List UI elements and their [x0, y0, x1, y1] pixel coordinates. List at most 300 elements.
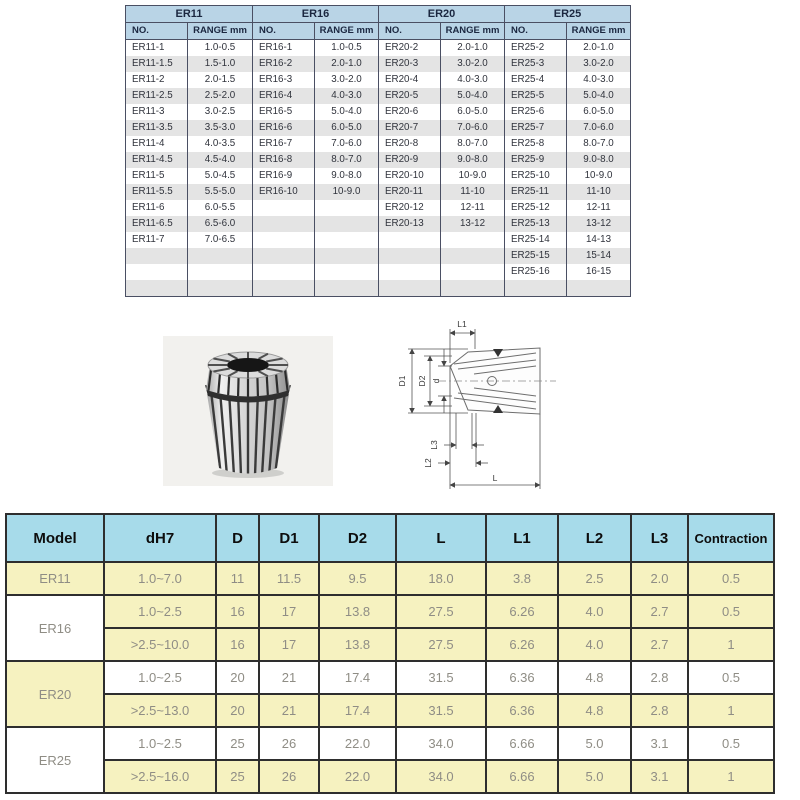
dim-label-D2: D2: [417, 375, 427, 387]
collet-no-cell: [253, 200, 315, 216]
collet-no-cell: ER16-2: [253, 56, 315, 72]
collet-no-cell: [379, 248, 441, 264]
collet-no-cell: ER16-6: [253, 120, 315, 136]
range-mm-cell: 6.0-5.5: [204, 202, 236, 213]
range-mm-cell: 10-9.0: [584, 170, 613, 181]
range-mm-cell: 3.5-3.0: [204, 122, 236, 133]
size-table-header-row: [253, 23, 378, 40]
table-row: [505, 280, 630, 296]
table-row: [505, 104, 630, 120]
collet-no-cell: ER16-8: [253, 152, 315, 168]
collet-no-cell: [379, 280, 441, 296]
spec-table: [5, 513, 775, 794]
spec-value-cell: 1.0~2.5: [104, 727, 216, 760]
range-mm-cell: 3.0-2.0: [331, 74, 362, 85]
collet-no-cell: ER25-4: [505, 72, 567, 88]
collet-no-cell: ER16-1: [253, 40, 315, 56]
size-table-title: ER25: [505, 6, 630, 23]
spec-header-cell: L2: [558, 514, 631, 562]
range-mm-cell: 2.0-1.5: [204, 74, 236, 85]
table-row: [253, 72, 378, 88]
collet-no-cell: ER11-3: [126, 104, 188, 120]
range-mm-cell: 7.0-6.0: [583, 122, 614, 133]
spec-value-cell: 21: [259, 694, 319, 727]
range-mm-cell: 7.0-6.0: [457, 122, 488, 133]
range-mm-cell: [315, 280, 378, 296]
range-mm-cell: 5.0-4.0: [583, 90, 614, 101]
table-row: [379, 152, 504, 168]
spec-value-cell: 13.8: [319, 628, 396, 661]
collet-no-cell: ER11-7: [126, 232, 188, 248]
collet-no-cell: ER16-7: [253, 136, 315, 152]
spec-value-cell: >2.5~13.0: [104, 694, 216, 727]
spec-data-row: [6, 694, 774, 727]
table-row: [379, 72, 504, 88]
range-mm-cell: 10-9.0: [332, 186, 361, 197]
spec-value-cell: 6.36: [486, 661, 558, 694]
table-row: [505, 168, 630, 184]
no-column-header: NO.: [505, 23, 567, 39]
spec-table-body: [6, 562, 774, 793]
table-row: [253, 136, 378, 152]
collet-no-cell: [126, 280, 188, 296]
collet-no-cell: [126, 264, 188, 280]
range-mm-cell: [315, 232, 378, 248]
spec-value-cell: 0.5: [688, 727, 774, 760]
spec-data-row: [6, 628, 774, 661]
range-mm-cell: [315, 200, 378, 216]
spec-value-cell: 27.5: [396, 595, 486, 628]
table-row: [253, 264, 378, 280]
range-mm-cell: 4.0-3.0: [583, 74, 614, 85]
spec-header-cell: L1: [486, 514, 558, 562]
range-mm-cell: [188, 280, 252, 296]
spec-value-cell: >2.5~16.0: [104, 760, 216, 793]
spec-value-cell: 5.0: [558, 760, 631, 793]
table-row: [126, 216, 252, 232]
table-row: [505, 56, 630, 72]
range-mm-cell: [441, 248, 504, 264]
spec-value-cell: 25: [216, 760, 259, 793]
range-column-header: RANGE mm: [193, 25, 247, 36]
no-column-header: NO.: [253, 23, 315, 39]
table-row: [126, 120, 252, 136]
range-mm-cell: 6.0-5.0: [457, 106, 488, 117]
spec-header-cell: L: [396, 514, 486, 562]
size-table-er25: [504, 6, 630, 296]
range-mm-cell: [315, 248, 378, 264]
range-mm-cell: [315, 216, 378, 232]
size-table-er16: [252, 6, 378, 296]
table-row: [505, 120, 630, 136]
range-mm-cell: [441, 280, 504, 296]
range-mm-cell: 2.0-1.0: [331, 58, 362, 69]
table-row: [126, 248, 252, 264]
range-column-header: RANGE mm: [319, 25, 374, 36]
collet-no-cell: ER16-4: [253, 88, 315, 104]
spec-value-cell: 0.5: [688, 562, 774, 595]
table-row: [379, 104, 504, 120]
range-mm-cell: 7.0-6.5: [204, 234, 236, 245]
spec-value-cell: 26: [259, 760, 319, 793]
table-row: [126, 72, 252, 88]
spec-value-cell: 34.0: [396, 727, 486, 760]
spec-table-section: [5, 513, 775, 794]
collet-no-cell: ER16-3: [253, 72, 315, 88]
table-row: [379, 56, 504, 72]
collet-no-cell: ER11-2.5: [126, 88, 188, 104]
range-mm-cell: 1.5-1.0: [204, 58, 236, 69]
spec-value-cell: 6.26: [486, 628, 558, 661]
table-row: [379, 248, 504, 264]
spec-value-cell: 4.0: [558, 595, 631, 628]
spec-value-cell: 2.7: [631, 595, 688, 628]
spec-value-cell: 2.8: [631, 694, 688, 727]
table-row: [379, 88, 504, 104]
spec-value-cell: 22.0: [319, 760, 396, 793]
table-row: [379, 200, 504, 216]
collet-no-cell: ER20-6: [379, 104, 441, 120]
spec-value-cell: 2.0: [631, 562, 688, 595]
spec-value-cell: 4.8: [558, 661, 631, 694]
range-mm-cell: 14-13: [585, 234, 612, 245]
spec-value-cell: 27.5: [396, 628, 486, 661]
spec-value-cell: 31.5: [396, 694, 486, 727]
range-mm-cell: 6.5-6.0: [204, 218, 236, 229]
range-mm-cell: 5.0-4.5: [204, 170, 236, 181]
table-row: [253, 184, 378, 200]
spec-header-cell: dH7: [104, 514, 216, 562]
spec-data-row: [6, 562, 774, 595]
range-mm-cell: 2.5-2.0: [204, 90, 236, 101]
spec-value-cell: 3.8: [486, 562, 558, 595]
collet-no-cell: [253, 216, 315, 232]
dim-label-L: L: [492, 473, 498, 483]
table-row: [505, 232, 630, 248]
collet-no-cell: ER11-4: [126, 136, 188, 152]
spec-value-cell: 3.1: [631, 727, 688, 760]
range-mm-cell: 7.0-6.0: [331, 138, 362, 149]
spec-value-cell: 1.0~2.5: [104, 661, 216, 694]
range-mm-cell: 1.0-0.5: [204, 42, 236, 53]
table-row: [253, 104, 378, 120]
range-mm-cell: 5.0-4.0: [457, 90, 488, 101]
table-row: [505, 184, 630, 200]
table-row: [379, 216, 504, 232]
spec-value-cell: 6.26: [486, 595, 558, 628]
spec-header-cell: D: [216, 514, 259, 562]
spec-value-cell: 25: [216, 727, 259, 760]
range-mm-cell: 4.5-4.0: [204, 154, 236, 165]
size-table-er20: [378, 6, 504, 296]
range-mm-cell: 5.0-4.0: [331, 106, 362, 117]
collet-no-cell: ER16-10: [253, 184, 315, 200]
range-mm-cell: [567, 280, 630, 296]
collet-no-cell: ER25-3: [505, 56, 567, 72]
table-row: [126, 88, 252, 104]
table-row: [505, 88, 630, 104]
collet-no-cell: [253, 248, 315, 264]
collet-no-cell: ER11-6: [126, 200, 188, 216]
table-row: [253, 88, 378, 104]
collet-no-cell: ER25-11: [505, 184, 567, 200]
collet-no-cell: ER16-5: [253, 104, 315, 120]
spec-header-cell: D1: [259, 514, 319, 562]
spec-data-row: [6, 595, 774, 628]
spec-value-cell: 1.0~7.0: [104, 562, 216, 595]
collet-no-cell: ER25-14: [505, 232, 567, 248]
range-mm-cell: 16-15: [585, 266, 612, 277]
collet-no-cell: [253, 280, 315, 296]
spec-value-cell: 17: [259, 595, 319, 628]
collet-no-cell: ER20-11: [379, 184, 441, 200]
spec-header-cell: Contraction: [688, 514, 774, 562]
table-row: [505, 248, 630, 264]
range-mm-cell: [188, 248, 252, 264]
spec-data-row: [6, 727, 774, 760]
collet-no-cell: [253, 232, 315, 248]
spec-header-row: [6, 514, 774, 562]
table-row: [253, 216, 378, 232]
collet-no-cell: ER25-5: [505, 88, 567, 104]
model-cell: ER11: [6, 562, 104, 595]
table-row: [126, 104, 252, 120]
collet-no-cell: ER25-13: [505, 216, 567, 232]
collet-no-cell: ER11-6.5: [126, 216, 188, 232]
table-row: [505, 216, 630, 232]
range-mm-cell: 9.0-8.0: [457, 154, 488, 165]
collet-photo: [163, 336, 333, 486]
size-table-er11: [126, 6, 252, 296]
collet-no-cell: ER11-5.5: [126, 184, 188, 200]
table-row: [253, 168, 378, 184]
range-mm-cell: 9.0-8.0: [331, 170, 362, 181]
range-mm-cell: 8.0-7.0: [331, 154, 362, 165]
collet-no-cell: ER25-15: [505, 248, 567, 264]
table-row: [505, 72, 630, 88]
range-mm-cell: 4.0-3.0: [457, 74, 488, 85]
size-table-header-row: [379, 23, 504, 40]
table-row: [126, 264, 252, 280]
spec-value-cell: 9.5: [319, 562, 396, 595]
spec-value-cell: 3.1: [631, 760, 688, 793]
collet-no-cell: ER11-1: [126, 40, 188, 56]
spec-value-cell: >2.5~10.0: [104, 628, 216, 661]
table-row: [379, 264, 504, 280]
spec-table-head: [6, 514, 774, 562]
collet-no-cell: [379, 232, 441, 248]
table-row: [379, 136, 504, 152]
model-cell: ER16: [6, 595, 104, 661]
spec-header-cell: L3: [631, 514, 688, 562]
collet-no-cell: ER16-9: [253, 168, 315, 184]
range-column-header: RANGE mm: [445, 25, 500, 36]
collet-no-cell: ER25-16: [505, 264, 567, 280]
range-mm-cell: 3.0-2.5: [204, 106, 236, 117]
spec-value-cell: 17.4: [319, 661, 396, 694]
no-column-header: NO.: [126, 23, 188, 39]
range-mm-cell: 15-14: [585, 250, 612, 261]
spec-value-cell: 6.36: [486, 694, 558, 727]
collet-no-cell: ER25-6: [505, 104, 567, 120]
range-mm-cell: 12-11: [586, 202, 611, 213]
table-row: [505, 40, 630, 56]
range-mm-cell: 11-10: [586, 186, 611, 197]
spec-value-cell: 17.4: [319, 694, 396, 727]
collet-no-cell: ER11-4.5: [126, 152, 188, 168]
table-row: [379, 232, 504, 248]
table-row: [505, 136, 630, 152]
spec-value-cell: 1.0~2.5: [104, 595, 216, 628]
range-mm-cell: [441, 264, 504, 280]
spec-value-cell: 16: [216, 628, 259, 661]
table-row: [126, 40, 252, 56]
collet-no-cell: ER11-2: [126, 72, 188, 88]
collet-no-cell: ER25-8: [505, 136, 567, 152]
spec-header-cell: D2: [319, 514, 396, 562]
range-mm-cell: [188, 264, 252, 280]
table-row: [379, 168, 504, 184]
spec-value-cell: 17: [259, 628, 319, 661]
collet-no-cell: ER25-9: [505, 152, 567, 168]
table-row: [505, 152, 630, 168]
spec-value-cell: 22.0: [319, 727, 396, 760]
range-mm-cell: 12-11: [460, 202, 485, 213]
range-mm-cell: 4.0-3.5: [204, 138, 236, 149]
table-row: [505, 200, 630, 216]
size-table-title: ER11: [126, 6, 252, 23]
range-mm-cell: 13-12: [459, 218, 486, 229]
table-row: [379, 120, 504, 136]
size-table-title: ER20: [379, 6, 504, 23]
range-column-header: RANGE mm: [571, 25, 626, 36]
spec-value-cell: 2.5: [558, 562, 631, 595]
collet-no-cell: [253, 264, 315, 280]
spec-value-cell: 18.0: [396, 562, 486, 595]
spec-header-cell: Model: [6, 514, 104, 562]
dimension-drawing: [388, 303, 618, 503]
model-cell: ER20: [6, 661, 104, 727]
dim-label-L1: L1: [457, 319, 467, 329]
collet-no-cell: ER25-12: [505, 200, 567, 216]
range-mm-cell: 6.0-5.0: [331, 122, 362, 133]
size-table-header-row: [505, 23, 630, 40]
collet-no-cell: ER20-5: [379, 88, 441, 104]
spec-value-cell: 1: [688, 694, 774, 727]
collet-no-cell: ER20-13: [379, 216, 441, 232]
spec-value-cell: 1: [688, 760, 774, 793]
range-mm-cell: [315, 264, 378, 280]
table-row: [126, 200, 252, 216]
range-mm-cell: 6.0-5.0: [583, 106, 614, 117]
table-row: [253, 280, 378, 296]
table-row: [505, 264, 630, 280]
table-row: [126, 280, 252, 296]
spec-value-cell: 34.0: [396, 760, 486, 793]
table-row: [126, 168, 252, 184]
collet-size-tables: [125, 5, 631, 297]
range-mm-cell: 5.5-5.0: [204, 186, 236, 197]
range-mm-cell: 2.0-1.0: [583, 42, 614, 53]
spec-value-cell: 2.7: [631, 628, 688, 661]
size-table-title: ER16: [253, 6, 378, 23]
collet-no-cell: ER20-3: [379, 56, 441, 72]
range-mm-cell: [441, 232, 504, 248]
range-mm-cell: 10-9.0: [458, 170, 487, 181]
table-row: [126, 232, 252, 248]
no-column-header: NO.: [379, 23, 441, 39]
spec-value-cell: 13.8: [319, 595, 396, 628]
spec-value-cell: 21: [259, 661, 319, 694]
spec-value-cell: 16: [216, 595, 259, 628]
table-row: [253, 40, 378, 56]
spec-value-cell: 4.0: [558, 628, 631, 661]
spec-value-cell: 31.5: [396, 661, 486, 694]
spec-data-row: [6, 661, 774, 694]
spec-value-cell: 0.5: [688, 595, 774, 628]
collet-no-cell: [126, 248, 188, 264]
dim-label-L2: L2: [423, 458, 433, 468]
range-mm-cell: 1.0-0.5: [331, 42, 362, 53]
collet-no-cell: ER11-1.5: [126, 56, 188, 72]
collet-no-cell: ER20-12: [379, 200, 441, 216]
range-mm-cell: 4.0-3.0: [331, 90, 362, 101]
spec-value-cell: 11: [216, 562, 259, 595]
table-row: [253, 120, 378, 136]
table-row: [126, 152, 252, 168]
collet-no-cell: ER25-7: [505, 120, 567, 136]
collet-no-cell: ER20-9: [379, 152, 441, 168]
collet-photo-image: [163, 336, 333, 486]
collet-no-cell: ER11-3.5: [126, 120, 188, 136]
spec-value-cell: 1: [688, 628, 774, 661]
range-mm-cell: 8.0-7.0: [583, 138, 614, 149]
range-mm-cell: 2.0-1.0: [457, 42, 488, 53]
spec-value-cell: 4.8: [558, 694, 631, 727]
spec-value-cell: 6.66: [486, 760, 558, 793]
range-mm-cell: 11-10: [460, 186, 485, 197]
spec-value-cell: 11.5: [259, 562, 319, 595]
spec-value-cell: 20: [216, 694, 259, 727]
range-mm-cell: 8.0-7.0: [457, 138, 488, 149]
dim-label-D1: D1: [397, 375, 407, 387]
range-mm-cell: 13-12: [585, 218, 612, 229]
table-row: [253, 248, 378, 264]
spec-value-cell: 20: [216, 661, 259, 694]
model-cell: ER25: [6, 727, 104, 793]
dim-label-L3: L3: [429, 440, 439, 450]
range-mm-cell: 9.0-8.0: [583, 154, 614, 165]
collet-no-cell: ER25-10: [505, 168, 567, 184]
range-mm-cell: 3.0-2.0: [583, 58, 614, 69]
spec-value-cell: 6.66: [486, 727, 558, 760]
collet-no-cell: [379, 264, 441, 280]
collet-dimension-diagram: [388, 303, 618, 503]
table-row: [379, 184, 504, 200]
spec-value-cell: 2.8: [631, 661, 688, 694]
collet-no-cell: ER20-4: [379, 72, 441, 88]
table-row: [379, 40, 504, 56]
range-mm-cell: 3.0-2.0: [457, 58, 488, 69]
spec-value-cell: 26: [259, 727, 319, 760]
collet-no-cell: ER11-5: [126, 168, 188, 184]
table-row: [253, 56, 378, 72]
table-row: [126, 56, 252, 72]
spec-value-cell: 0.5: [688, 661, 774, 694]
spec-data-row: [6, 760, 774, 793]
collet-no-cell: ER20-8: [379, 136, 441, 152]
table-row: [126, 184, 252, 200]
